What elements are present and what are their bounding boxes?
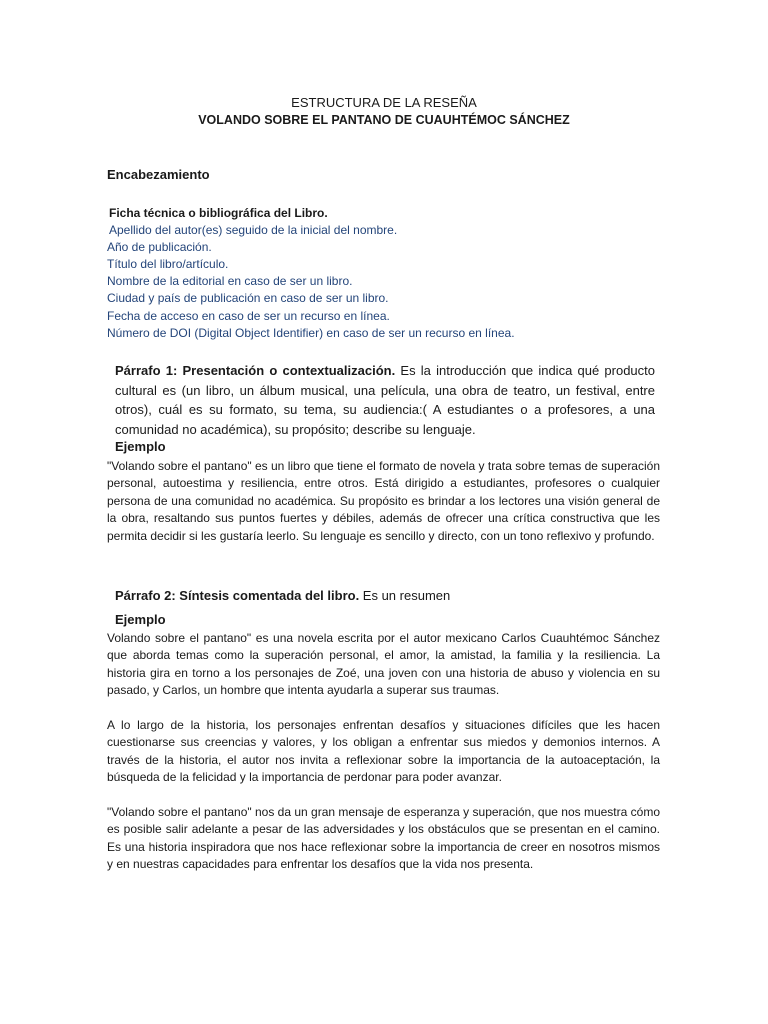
example2-paragraph: Volando sobre el pantano" es una novela escrita por el autor mexicano Carlos Cuauhtémoc Sánchez que aborda temas como la superación personal, el amor, la amistad, la familia y la resiliencia. La historia gira en torno a los personajes de Zoé, una joven con una historia de abuso y violencia en su pasado, y Carlos, un hombre que intenta ayudarla a superar sus traumas. <box>107 631 660 698</box>
paragraph1-label: Párrafo 1: Presentación o contextualización. <box>115 363 396 378</box>
section-heading: Encabezamiento <box>107 167 210 182</box>
example1-label: Ejemplo <box>115 439 166 454</box>
ficha-heading: Ficha técnica o bibliográfica del Libro. <box>109 206 328 220</box>
example2-paragraph: A lo largo de la historia, los personajes enfrentan desafíos y situaciones difíciles que les hacen cuestionarse sus creencias y valores, y los obligan a enfrentar sus miedos y demonios internos. A través de la historia, el autor nos invita a reflexionar sobre la importancia de la autoaceptación, la búsqueda de la felicidad y la importancia de perdonar para poder avanzar. <box>107 718 660 785</box>
paragraph2-description <box>115 588 450 603</box>
example2-label: Ejemplo <box>115 612 166 627</box>
paragraph1-description <box>115 361 655 439</box>
ficha-item: Ciudad y país de publicación en caso de ser un libro. <box>107 291 389 306</box>
ficha-item: Fecha de acceso en caso de ser un recurso en línea. <box>107 308 390 323</box>
document-subtitle: VOLANDO SOBRE EL PANTANO DE CUAUHTÉMOC SÁNCHEZ <box>198 113 570 127</box>
paragraph2-text: Es un resumen <box>359 588 451 603</box>
document-title: ESTRUCTURA DE LA RESEÑA <box>291 95 477 110</box>
ficha-item: Título del libro/artículo. <box>107 257 229 272</box>
example2-paragraph: "Volando sobre el pantano" nos da un gran mensaje de esperanza y superación, que nos muestra cómo es posible salir adelante a pesar de las adversidades y los obstáculos que se presentan en el camino. Es una historia inspiradora que nos hace reflexionar sobre la importancia de creer en nosotros mismos y en nuestras capacidades para enfrentar los desafíos que la vida nos presenta. <box>107 805 660 872</box>
ficha-item: Apellido del autor(es) seguido de la inicial del nombre. <box>109 223 398 238</box>
paragraph1-text: Es la introducción que indica qué producto cultural es (un libro, un álbum musical, una película, una obra de teatro, un festival, entre otros), cuál es su formato, su tema, su audiencia:( A estudiantes o a profesores, a una comunidad no académica), su propósito; describe su lenguaje. <box>115 363 655 437</box>
paragraph2-label: Párrafo 2: Síntesis comentada del libro. <box>115 588 360 603</box>
ficha-item: Año de publicación. <box>107 240 212 255</box>
example1-text: "Volando sobre el pantano" es un libro que tiene el formato de novela y trata sobre temas de superación personal, autoestima y resiliencia, entre otros. Está dirigido a estudiantes, profesores o cualquier persona de una comunidad no académica. Su propósito es brindar a los lectores una visión general de la obra, resaltando sus puntos fuertes y débiles, además de ofrecer una crítica constructiva que les permita decidir si les gustaría leerlo. Su lenguaje es sencillo y directo, con un tono reflexivo y profundo. <box>107 459 660 543</box>
ficha-item: Nombre de la editorial en caso de ser un libro. <box>107 274 353 289</box>
ficha-list <box>107 205 667 342</box>
ficha-item: Número de DOI (Digital Object Identifier) en caso de ser un recurso en línea. <box>107 325 515 340</box>
